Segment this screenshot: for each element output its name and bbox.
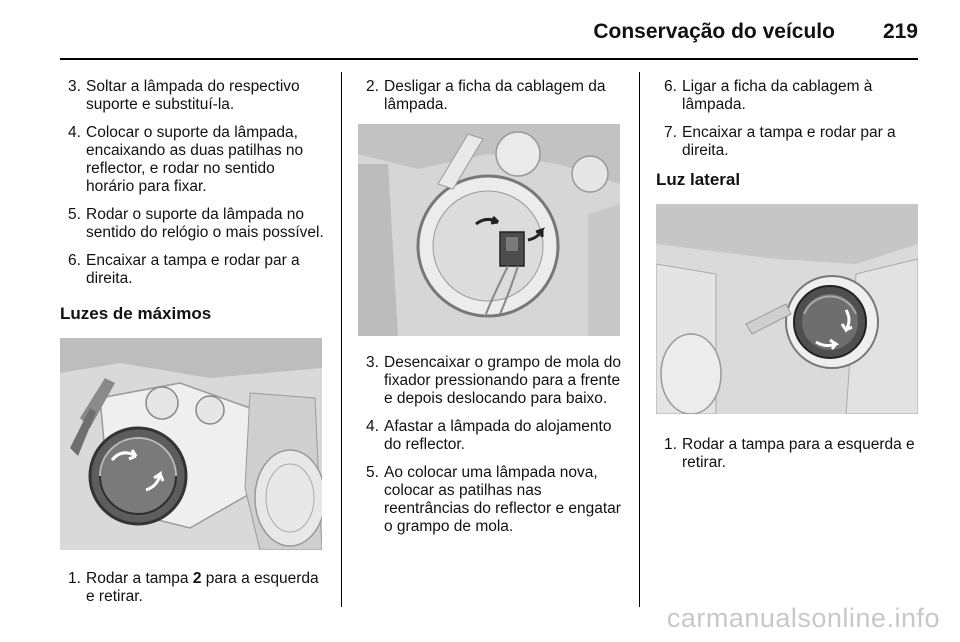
step-item: 6. Encaixar a tampa e rodar par a direita.	[68, 252, 300, 287]
column-divider	[639, 72, 640, 607]
column-2	[358, 78, 623, 546]
bulb-connector-illustration	[358, 124, 620, 336]
step-item: 1. Rodar a tampa para a esquerda e retirar.	[664, 436, 915, 471]
section-title-high-beam: Luzes de máximos	[60, 304, 212, 323]
header-title: Conservação do veículo	[593, 20, 835, 43]
page-number: 219	[882, 20, 918, 43]
header-rule	[60, 58, 918, 60]
step-item: 4. Afastar a lâmpada do alojamento do reflector.	[366, 418, 612, 453]
step-item: 6. Ligar a ficha da cablagem à lâmpada.	[664, 78, 873, 113]
step-list	[656, 78, 920, 160]
callout-number: 2	[192, 570, 202, 587]
high-beam-cover-illustration	[60, 338, 322, 550]
step-item: 3. Desencaixar o grampo de mola do fixador pressionando para a frente e depois deslocando para baixo.	[366, 354, 621, 407]
step-list	[358, 78, 623, 114]
step-item: 5. Ao colocar uma lâmpada nova, colocar as patilhas nas reentrâncias do reflector e engatar o grampo de mola.	[366, 464, 621, 535]
column-1	[60, 78, 325, 616]
watermark: carmanualsonline.info	[666, 603, 940, 633]
step-item: 1. Rodar a tampa 2 para a esquerda e retirar.	[68, 570, 319, 605]
column-divider	[341, 72, 342, 607]
column-3	[656, 78, 920, 482]
page-header	[593, 17, 918, 47]
step-list	[358, 354, 623, 536]
caption-step-list	[656, 436, 920, 472]
step-item: 4. Colocar o suporte da lâmpada, encaixando as duas patilhas no reflector, e rodar no sentido horário para fixar.	[68, 124, 304, 195]
step-item: 5. Rodar o suporte da lâmpada no sentido do relógio o mais possível.	[68, 206, 324, 241]
section-title-side-light: Luz lateral	[656, 170, 741, 189]
step-item: 7. Encaixar a tampa e rodar par a direita.	[664, 124, 896, 159]
step-list	[60, 78, 325, 288]
step-item: 2. Desligar a ficha da cablagem da lâmpada.	[366, 78, 606, 113]
side-light-cover-illustration	[656, 204, 918, 414]
step-item: 3. Soltar a lâmpada do respectivo suporte e substituí-la.	[68, 78, 300, 113]
caption-step-list	[60, 570, 325, 606]
